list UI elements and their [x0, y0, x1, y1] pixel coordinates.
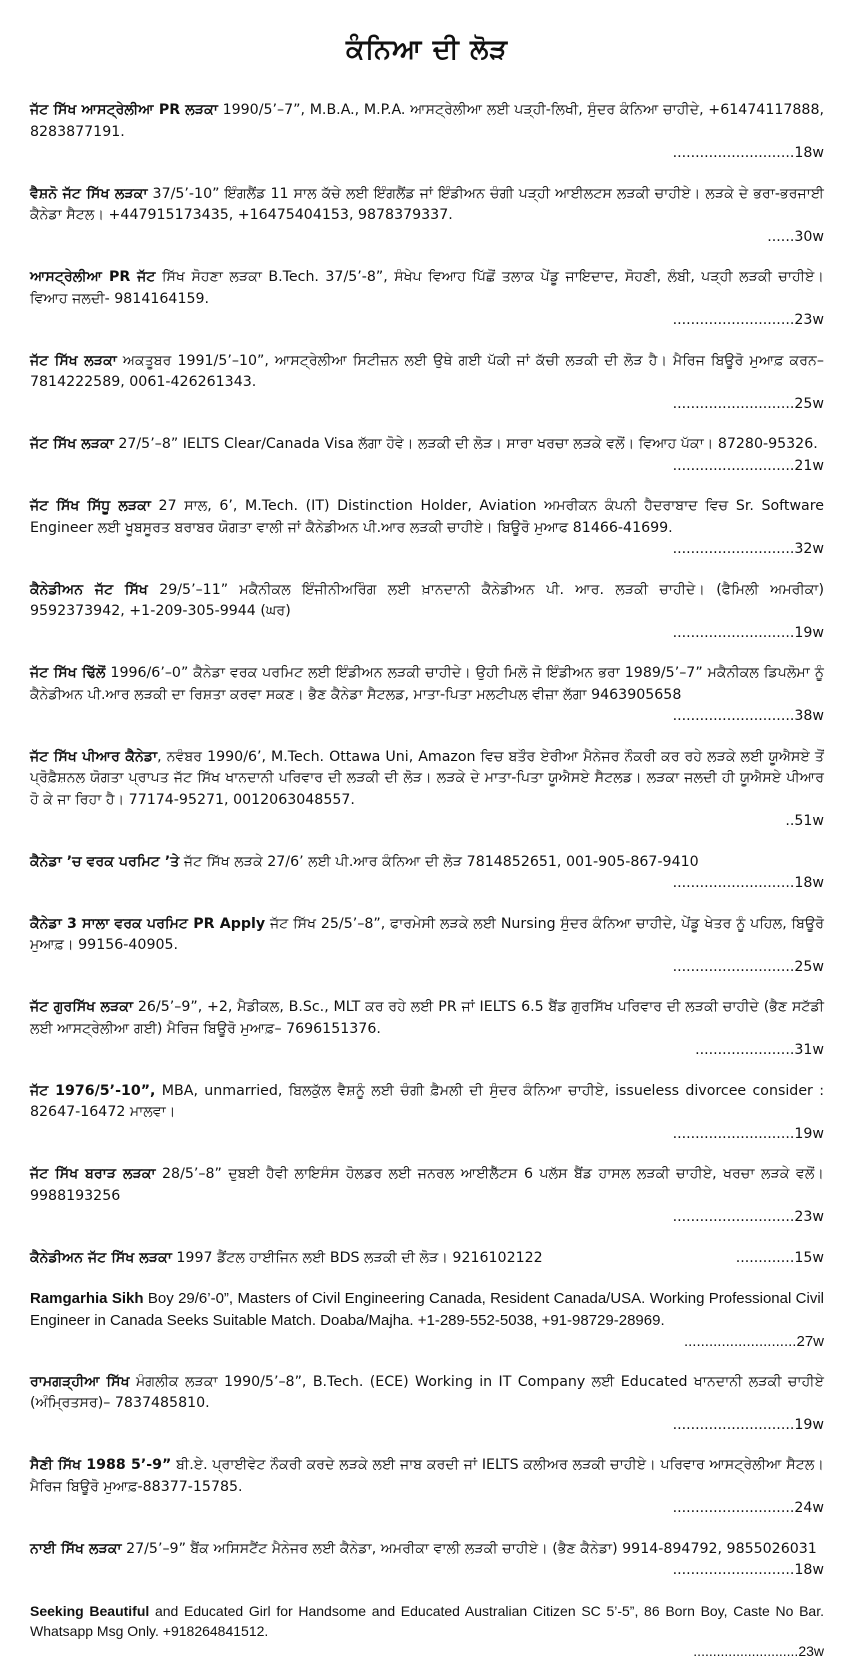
ad-heading: ਜੱਟ ਸਿੱਖ ਬਰਾੜ ਲੜਕਾ: [30, 1166, 156, 1182]
ad-code: ...........................18w: [672, 875, 824, 891]
ad-text: 26/5’–9”, +2, ਮੈਡੀਕਲ, B.Sc., MLT ਕਰ ਰਹੇ ਲਈ PR ਜਾਂ IELTS 6.5 ਬੈਂਡ ਗੁਰਸਿੱਖ ਪਰਿਵਾਰ ਦੀ ਲੜਕੀ ਚਾਹੀਦੇ (ਭੈਣ ਸਟੱਡੀ ਲਈ ਆਸਟ੍ਰੇਲੀਆ ਗਈ) ਮੈਰਿਜ ਬਿਊਰੋ ਮੁਆਫ਼– 7696151376.: [30, 999, 824, 1037]
ad-heading: ਜੱਟ ਸਿੱਖ ਆਸਟ੍ਰੇਲੀਆ PR ਲੜਕਾ: [30, 102, 218, 118]
ad-code: ...........................19w: [672, 1125, 824, 1142]
list-item: [30, 100, 824, 165]
list-item: [30, 852, 824, 895]
ad-code: ...........................25w: [672, 395, 824, 412]
list-item: [30, 1164, 824, 1229]
ad-heading: ਜੱਟ ਸਿੱਖ ਲੜਕਾ: [30, 436, 114, 452]
ad-text: 29/5’–11” ਮਕੈਨੀਕਲ ਇੰਜੀਨੀਅਰਿੰਗ ਲਈ ਖ਼ਾਨਦਾਨੀ ਕੈਨੇਡੀਅਨ ਪੀ. ਆਰ. ਲੜਕੀ ਚਾਹੀਦੇ। (ਫੈਮਿਲੀ ਅਮਰੀਕਾ) 9592373942, +1-209-305-9944 (ਘਰ): [30, 581, 824, 619]
ad-text: ਜੱਟ ਸਿੱਖ ਲੜਕੇ 27/6’ ਲਈ ਪੀ.ਆਰ ਕੰਨਿਆ ਦੀ ਲੋੜ 7814852651, 001-905-867-9410: [179, 853, 699, 870]
ad-code: ..51w: [785, 813, 824, 829]
ad-heading: Seeking Beautiful: [30, 1602, 150, 1619]
ad-text: ਸਿੱਖ ਸੋਹਣਾ ਲੜਕਾ B.Tech. 37/5’-8”, ਸੰਖੇਪ ਵਿਆਹ ਪਿੱਛੋਂ ਤਲਾਕ ਪੇਂਡੂ ਜਾਇਦਾਦ, ਸੋਹਣੀ, ਲੰਬੀ, ਪੜ੍ਹੀ ਲੜਕੀ ਚਾਹੀਏ। ਵਿਆਹ ਜਲਦੀ- 9814164159.: [30, 269, 824, 307]
ad-code: ......................31w: [695, 1042, 824, 1058]
ad-code: ...........................27w: [683, 1333, 824, 1350]
ads-list: [30, 100, 824, 1680]
ad-text: 28/5’–8” ਦੁਬਈ ਹੈਵੀ ਲਾਇਸੰਸ ਹੋਲਡਰ ਲਈ ਜਨਰਲ ਆਈਲੈੱਟਸ 6 ਪਲੱਸ ਬੈਂਡ ਹਾਸਲ ਲੜਕੀ ਚਾਹੀਏ, ਖਰਚਾ ਲੜਕੇ ਵਲੋਂ। 9988193256: [30, 1166, 824, 1204]
ad-text: 37/5’-10” ਇੰਗਲੈਂਡ 11 ਸਾਲ ਕੱਚੇ ਲਈ ਇੰਗਲੈਂਡ ਜਾਂ ਇੰਡੀਅਨ ਚੰਗੀ ਪੜ੍ਹੀ ਆਈਲਟਸ ਲੜਕੀ ਚਾਹੀਏ। ਲੜਕੇ ਦੇ ਭਰਾ-ਭਰਜਾਈ ਕੈਨੇਡਾ ਸੈਟਲ। +447915173435, +16475404153, 9878379337.: [30, 185, 824, 223]
list-item: [30, 663, 824, 728]
ad-heading: ਜੱਟ ਸਿੱਖ ਸਿੱਧੂ ਲੜਕਾ: [30, 498, 151, 514]
ad-text: , ਨਵੰਬਰ 1990/6’, M.Tech. Ottawa Uni, Amazon ਵਿਚ ਬਤੌਰ ਏਰੀਆ ਮੈਨੇਜਰ ਨੌਕਰੀ ਕਰ ਰਹੇ ਲੜਕੇ ਲਈ ਯੂਐਸਏ ਤੋਂ ਪ੍ਰੋਫ਼ੈਸ਼ਨਲ ਯੋਗਤਾ ਪ੍ਰਾਪਤ ਜੱਟ ਸਿੱਖ ਖਾਨਦਾਨੀ ਪਰਿਵਾਰ ਦੀ ਲੜਕੀ ਦੀ ਲੋੜ। ਲੜਕੇ ਦੇ ਮਾਤਾ-ਪਿਤਾ ਯੂਐਸਏ ਸੈਟਲਡ। ਲੜਕਾ ਜਲਦੀ ਹੀ ਯੂਐਸਏ ਪੀਆਰ ਹੋ ਕੇ ਜਾ ਰਿਹਾ ਹੈ। 77174-95271, 0012063048557.: [30, 748, 824, 808]
ad-code: ...........................18w: [672, 1562, 824, 1578]
ad-text: ਮੰਗਲੀਕ ਲੜਕਾ 1990/5’–8”, B.Tech. (ECE) Working in IT Company ਲਈ Educated ਖਾਨਦਾਨੀ ਲੜਕੀ ਚਾਹੀਏ (ਅੰਮ੍ਰਿਤਸਰ)– 7837485810.: [30, 1373, 825, 1411]
ad-code: ...........................18w: [672, 145, 824, 161]
ad-text: ਜੱਟ ਸਿੱਖ 25/5’–8”, ਫਾਰਮੇਸੀ ਲੜਕੇ ਲਈ Nursing ਸੁੰਦਰ ਕੰਨਿਆ ਚਾਹੀਦੇ, ਪੇਂਡੂ ਖੇਤਰ ਨੂੰ ਪਹਿਲ, ਬਿਊਰੋ ਮੁਆਫ਼। 99156-40905.: [30, 915, 824, 953]
ad-heading: ਰਾਮਗੜ੍ਹੀਆ ਸਿੱਖ: [30, 1373, 130, 1390]
ad-heading: ਜੱਟ ਸਿੱਖ ਲੜਕਾ: [30, 352, 117, 369]
ad-code: ......30w: [767, 228, 824, 245]
ad-heading: ਜੱਟ ਸਿੱਖ ਢਿੱਲੋਂ: [30, 665, 106, 681]
ad-code: ...........................23w: [672, 312, 824, 328]
ad-heading: ਸੈਣੀ ਸਿੱਖ 1988 5’-9”: [30, 1457, 172, 1473]
ad-code: ...........................19w: [672, 624, 824, 641]
ad-text: Boy 29/6’-0”, Masters of Civil Engineering Canada, Resident Canada/USA. Working Professional Civil Engineer in Canada Seeks Suitable Match. Doaba/Majha. +1-289-552-5038, +91-98729-28969.: [30, 1290, 824, 1329]
ad-heading: Ramgarhia Sikh: [30, 1290, 144, 1307]
ad-code: ...........................23w: [693, 1642, 824, 1659]
list-item: [30, 267, 824, 332]
list-item: [30, 747, 824, 833]
ad-code: .............15w: [735, 1249, 824, 1266]
ad-heading: ਕੈਨੇਡਾ ’ਚ ਵਰਕ ਪਰਮਿਟ ’ਤੇ: [30, 853, 180, 870]
ad-heading: ਵੈਸ਼ਨੋ ਜੱਟ ਸਿੱਖ ਲੜਕਾ: [30, 185, 148, 202]
list-item: [30, 1601, 824, 1661]
page-title: ਕੰਨਿਆ ਦੀ ਲੋੜ: [345, 34, 509, 65]
ad-text: MBA, unmarried, ਬਿਲਕੁੱਲ ਵੈਸ਼ਨੂੰ ਲਈ ਚੰਗੀ ਫ਼ੈਮਲੀ ਦੀ ਸੁੰਦਰ ਕੰਨਿਆ ਚਾਹੀਏ, issueless divorcee consider : 82647-16472 ਮਾਲਵਾ।: [30, 1082, 825, 1120]
list-item: [30, 914, 824, 979]
ad-text: 1997 ਡੈਂਟਲ ਹਾਈਜਿਨ ਲਈ BDS ਲੜਕੀ ਦੀ ਲੋੜ। 9216102122: [171, 1249, 543, 1266]
ad-code: ...........................32w: [672, 541, 824, 557]
list-item: [30, 997, 824, 1062]
list-item: [30, 496, 824, 561]
ad-body: [30, 1250, 543, 1266]
ad-text: 1996/6’–0” ਕੈਨੇਡਾ ਵਰਕ ਪਰਮਿਟ ਲਈ ਇੰਡੀਅਨ ਲੜਕੀ ਚਾਹੀਦੇ। ਉਹੀ ਮਿਲੋ ਜੋ ਇੰਡੀਅਨ ਭਰਾ 1989/5’–7” ਮਕੈਨੀਕਲ ਡਿਪਲੋਮਾ ਨੂੰ ਕੈਨੇਡੀਅਨ ਪੀ.ਆਰ ਲੜਕੀ ਦਾ ਰਿਸ਼ਤਾ ਕਰਵਾ ਸਕਣ। ਭੈਣ ਕੈਨੇਡਾ ਸੈਟਲਡ, ਮਾਤਾ-ਪਿਤਾ ਮਲਟੀਪਲ ਵੀਜ਼ਾ ਲੱਗਾ 9463905658: [30, 665, 824, 703]
list-item: [30, 351, 824, 416]
ad-heading: ਕੈਨੇਡਾ 3 ਸਾਲਾ ਵਰਕ ਪਰਮਿਟ PR Apply: [30, 915, 266, 932]
ad-text: 27/5’–9” ਬੈਂਕ ਅਸਿਸਟੈਂਟ ਮੈਨੇਜਰ ਲਈ ਕੈਨੇਡਾ, ਅਮਰੀਕਾ ਵਾਲੀ ਲੜਕੀ ਚਾਹੀਏ। (ਭੈਣ ਕੈਨੇਡਾ) 9914-894792, 9855026031: [121, 1540, 817, 1557]
ad-code: ...........................21w: [672, 457, 824, 474]
list-item: [30, 1455, 824, 1520]
ad-text: ਬੀ.ਏ. ਪ੍ਰਾਈਵੇਟ ਨੌਕਰੀ ਕਰਦੇ ਲੜਕੇ ਲਈ ਜਾਬ ਕਰਦੀ ਜਾਂ IELTS ਕਲੀਅਰ ਲੜਕੀ ਚਾਹੀਏ। ਪਰਿਵਾਰ ਆਸਟ੍ਰੇਲੀਆ ਸੈਟਲ। ਮੈਰਿਜ ਬਿਊਰੋ ਮੁਆਫ਼-88377-15785.: [30, 1457, 824, 1495]
list-item: [30, 434, 824, 477]
ad-text: and Educated Girl for Handsome and Educated Australian Citizen SC 5’-5”, 86 Born Boy, Caste No Bar. Whatsapp Msg Only. +918264841512.: [30, 1602, 824, 1639]
ad-code: ...........................38w: [672, 708, 824, 724]
ad-code: ...........................19w: [672, 1416, 824, 1433]
ad-heading: ਨਾਈ ਸਿੱਖ ਲੜਕਾ: [30, 1540, 122, 1557]
ad-heading: ਆਸਟ੍ਰੇਲੀਆ PR ਜੱਟ: [30, 269, 156, 285]
ad-text: ਅਕਤੂਬਰ 1991/5’–10”, ਆਸਟ੍ਰੇਲੀਆ ਸਿਟੀਜ਼ਨ ਲਈ ਉਥੇ ਗਈ ਪੱਕੀ ਜਾਂ ਕੱਚੀ ਲੜਕੀ ਦੀ ਲੋੜ ਹੈ। ਮੈਰਿਜ ਬਿਊਰੋ ਮੁਆਫ਼ ਕਰਨ– 7814222589, 0061-426261343.: [30, 352, 824, 390]
list-item: [30, 1372, 824, 1437]
ad-text: 1990/5’–7”, M.B.A., M.P.A. ਆਸਟ੍ਰੇਲੀਆ ਲਈ ਪੜ੍ਹੀ-ਲਿਖੀ, ਸੁੰਦਰ ਕੰਨਿਆ ਚਾਹੀਦੇ, +61474117888, 8283877191.: [30, 102, 824, 140]
list-item: [30, 1288, 824, 1353]
ad-text: 27/5’–8” IELTS Clear/Canada Visa ਲੱਗਾ ਹੋਵੇ। ਲੜਕੀ ਦੀ ਲੋੜ। ਸਾਰਾ ਖਰਚਾ ਲੜਕੇ ਵਲੋਂ। ਵਿਆਹ ਪੱਕਾ। 87280-95326.: [113, 436, 818, 452]
ad-heading: ਜੱਟ ਸਿੱਖ ਪੀਆਰ ਕੈਨੇਡਾ: [30, 748, 158, 765]
ad-heading: ਕੈਨੇਡੀਅਨ ਜੱਟ ਸਿੱਖ: [30, 581, 148, 598]
ad-text: 27 ਸਾਲ, 6’, M.Tech. (IT) Distinction Holder, Aviation ਅਮਰੀਕਨ ਕੰਪਨੀ ਹੈਦਰਾਬਾਦ ਵਿਚ Sr. Software Engineer ਲਈ ਖੂਬਸੂਰਤ ਬਰਾਬਰ ਯੋਗਤਾ ਵਾਲੀ ਜਾਂ ਕੈਨੇਡੀਅਨ ਪੀ.ਆਰ ਲੜਕੀ ਚਾਹੀਏ। ਬਿਊਰੋ ਮੁਆਫ 81466-41699.: [30, 498, 824, 536]
ad-heading: ਕੈਨੇਡੀਅਨ ਜੱਟ ਸਿੱਖ ਲੜਕਾ: [30, 1249, 172, 1266]
ad-code: ...........................25w: [672, 958, 824, 975]
list-item: [30, 580, 824, 645]
ad-code: ...........................23w: [672, 1209, 824, 1225]
list-item: [30, 1081, 824, 1146]
list-item: [30, 1539, 824, 1582]
list-item: [30, 1248, 824, 1270]
list-item: [30, 184, 824, 249]
ad-heading: ਜੱਟ 1976/5’-10”,: [30, 1082, 156, 1099]
ad-code: ...........................24w: [672, 1500, 824, 1516]
ad-heading: ਜੱਟ ਗੁਰਸਿੱਖ ਲੜਕਾ: [30, 999, 134, 1015]
